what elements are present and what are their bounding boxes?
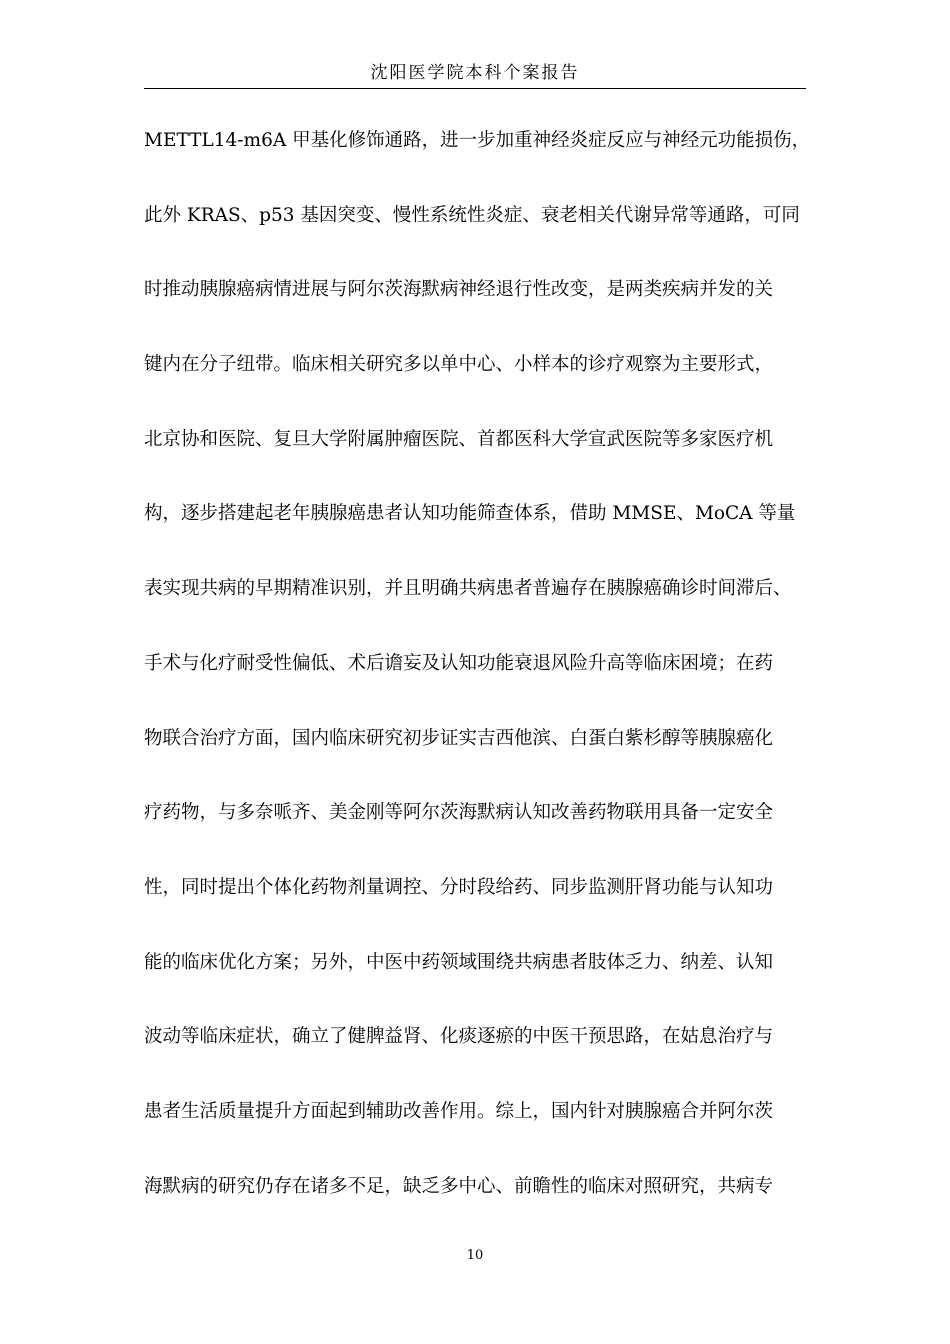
page-header <box>144 0 806 90</box>
text-line: 时推动胰腺癌病情进展与阿尔茨海默病神经退行性改变，是两类疾病并发的关 <box>144 279 774 301</box>
text-line: 构，逐步搭建起老年胰腺癌患者认知功能筛查体系，借助 MMSE、MoCA 等量 <box>144 503 796 525</box>
text-line: 能的临床优化方案；另外，中医中药领域围绕共病患者肢体乏力、纳差、认知 <box>144 951 774 973</box>
text-line: 疗药物，与多奈哌齐、美金刚等阿尔茨海默病认知改善药物联用具备一定安全 <box>144 802 774 824</box>
header-divider <box>144 88 806 89</box>
header-title: 沈阳医学院本科个案报告 <box>370 63 580 83</box>
text-line: 物联合治疗方面，国内临床研究初步证实吉西他滨、白蛋白紫杉醇等胰腺癌化 <box>144 727 774 749</box>
text-line: 波动等临床症状，确立了健脾益肾、化痰逐瘀的中医干预思路，在姑息治疗与 <box>144 1026 774 1048</box>
text-line: 性，同时提出个体化药物剂量调控、分时段给药、同步监测肝肾功能与认知功 <box>144 876 774 898</box>
text-line: METTL14-m6A 甲基化修饰通路，进一步加重神经炎症反应与神经元功能损伤， <box>144 130 811 151</box>
text-line: 北京协和医院、复旦大学附属肿瘤医院、首都医科大学宣武医院等多家医疗机 <box>144 428 774 450</box>
body-paragraph <box>144 124 809 1244</box>
text-line: 此外 KRAS、p53 基因突变、慢性系统性炎症、衰老相关代谢异常等通路，可同 <box>144 204 800 226</box>
text-line: 海默病的研究仍存在诸多不足，缺乏多中心、前瞻性的临床对照研究，共病专 <box>144 1175 774 1197</box>
text-line: 手术与化疗耐受性偏低、术后谵妄及认知功能衰退风险升高等临床困境；在药 <box>144 652 774 674</box>
text-line: 键内在分子纽带。临床相关研究多以单中心、小样本的诊疗观察为主要形式， <box>144 354 774 376</box>
text-line: 表实现共病的早期精准识别，并且明确共病患者普遍存在胰腺癌确诊时间滞后、 <box>144 578 792 600</box>
page-number: 10 <box>466 1248 484 1263</box>
text-line: 患者生活质量提升方面起到辅助改善作用。综上，国内针对胰腺癌合并阿尔茨 <box>144 1100 774 1122</box>
